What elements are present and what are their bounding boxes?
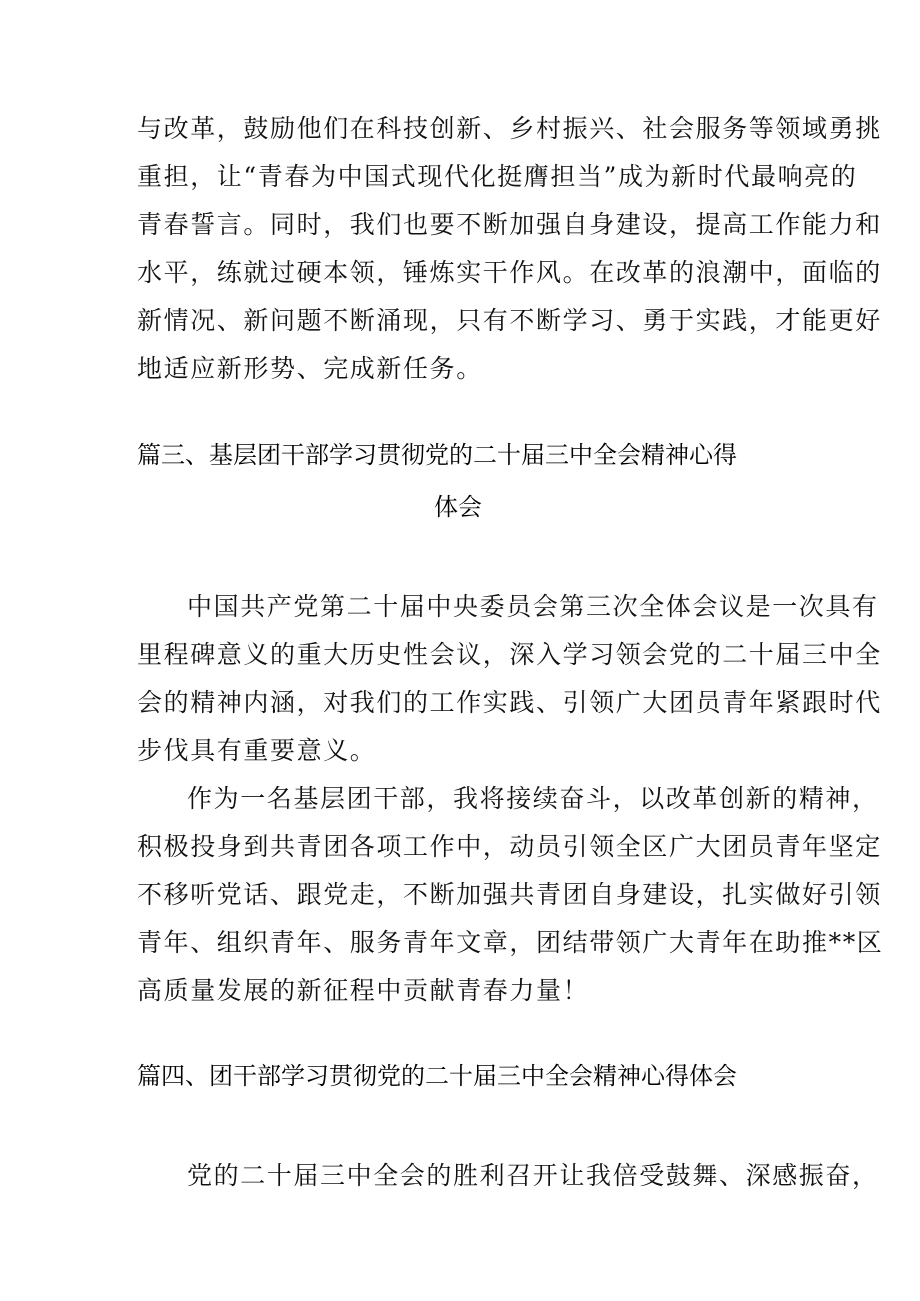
text-line: 与改革，鼓励他们在科技创新、乡村振兴、社会服务等领域勇挑 [137,114,882,143]
heading-line: 体会 [434,493,482,521]
text-line: 步伐具有重要意义。 [137,736,377,765]
text-line: 青春誓言。同时，我们也要不断加强自身建设，提高工作能力和 [137,210,882,239]
text-line: 水平，练就过硬本领，锤炼实干作风。在改革的浪潮中，面临的 [137,258,882,287]
heading-line: 篇四、团干部学习贯彻党的二十届三中全会精神心得体会 [137,1062,737,1090]
text-line: 积极投身到共青团各项工作中，动员引领全区广大团员青年坚定 [137,832,882,861]
text-line: 新情况、新问题不断涌现，只有不断学习、勇于实践，才能更好 [137,306,882,335]
text-line: 会的精神内涵，对我们的工作实践、引领广大团员青年紧跟时代 [137,688,882,717]
text-line: 中国共产党第二十届中央委员会第三次全体会议是一次具有 [187,592,879,621]
text-line: 作为一名基层团干部，我将接续奋斗，以改革创新的精神， [187,784,879,813]
text-line: 地适应新形势、完成新任务。 [137,354,483,383]
text-line: 里程碑意义的重大历史性会议，深入学习领会党的二十届三中全 [137,640,882,669]
text-line: 党的二十届三中全会的胜利召开让我倍受鼓舞、深感振奋， [187,1161,879,1190]
text-line: 高质量发展的新征程中贡献青春力量！ [137,976,590,1005]
heading-line: 篇三、基层团干部学习贯彻党的二十届三中全会精神心得 [137,441,737,469]
text-line: 青年、组织青年、服务青年文章，团结带领广大青年在助推**区 [137,928,884,957]
text-line: 重担，让“青春为中国式现代化挺膺担当”成为新时代最响亮的 [137,162,858,191]
text-line: 不移听党话、跟党走，不断加强共青团自身建设，扎实做好引领 [137,880,882,909]
